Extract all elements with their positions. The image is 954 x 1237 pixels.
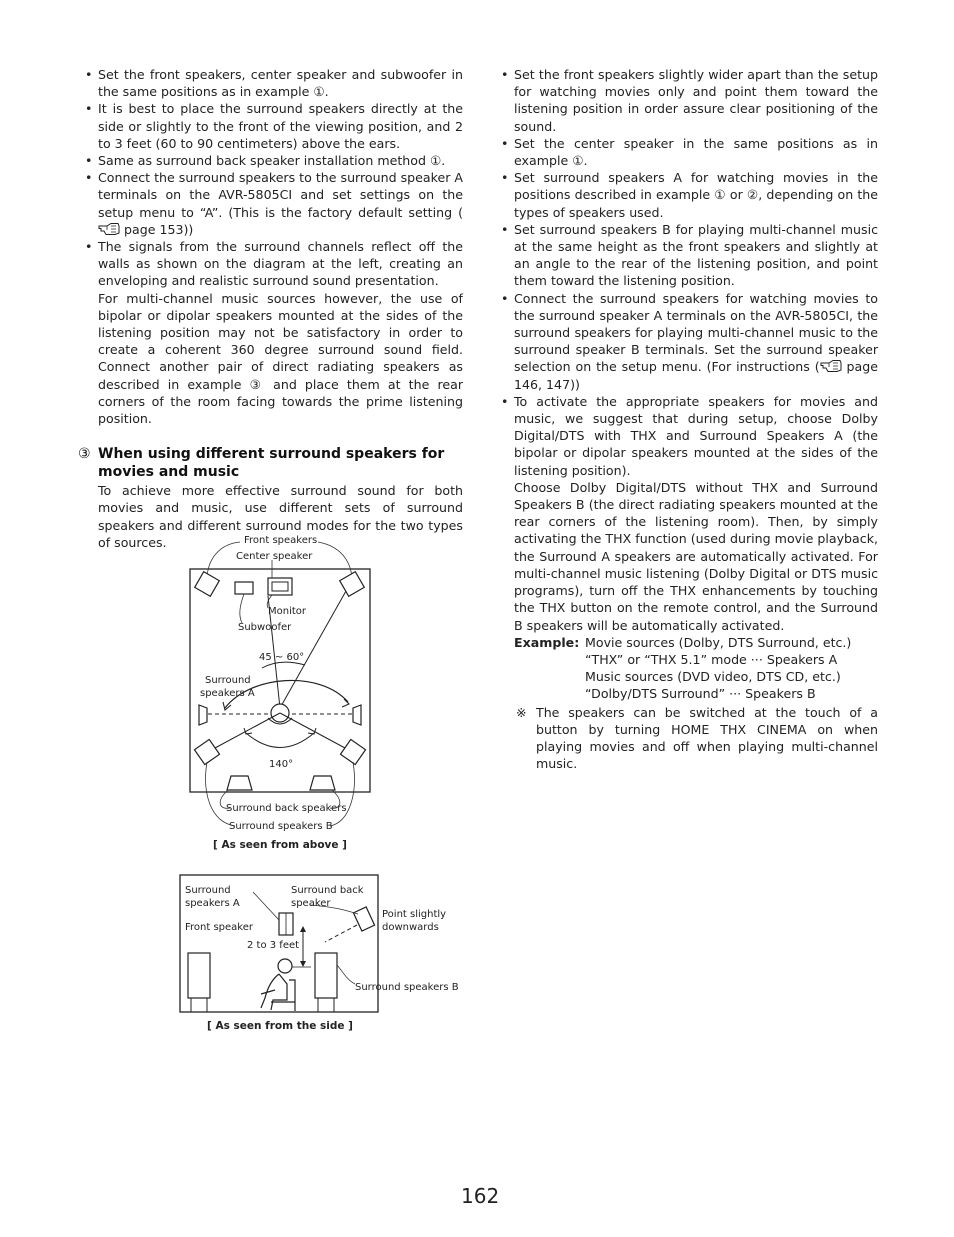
hand-pointing-reference-icon (98, 222, 120, 236)
label-monitor: Monitor (268, 606, 307, 617)
left-bullet-5-continuation: For multi-channel music sources however, the use of bipolar or dipolar speakers mounted at the sides of the listening position may not be satisfactory in order to create a coherent 360 degree surround sound field. Connect another pair of direct radiating speakers as described in example ③ and place them at the rear corners of the room facing towards the prime listening position. (98, 290, 463, 427)
surround-a-right-speaker (353, 705, 361, 725)
label-center-speaker: Center speaker (236, 551, 313, 562)
example-block (498, 634, 878, 703)
right-bullet-1: • Set the front speakers slightly wider apart than the setup for watching movies only and point them toward the listening position in order assure clear positioning of the sound. (498, 66, 878, 135)
front-right-speaker (340, 572, 365, 597)
surround-back-right-speaker (310, 776, 335, 790)
example-lines (585, 634, 851, 703)
left-bullet-list (82, 66, 463, 427)
right-bullet-4: • Set surround speakers B for playing multi-channel music at the same height as the front speakers and slightly at an angle to the rear of the listening position, and point them toward the listening position. (498, 221, 878, 290)
left-bullet-2: • It is best to place the surround speakers directly at the side or slightly to the front of the viewing position, and 2 to 3 feet (60 to 90 centimeters) above the ears. (82, 100, 463, 152)
example-line-2: “THX” or “THX 5.1” mode ··· Speakers A (585, 651, 838, 667)
label-surround-back: Surround back speakers (226, 803, 347, 814)
surround-b-left-speaker (194, 739, 219, 764)
label-angle-rear: 140° (269, 759, 294, 770)
section-title: When using different surround speakers for movies and music (98, 446, 445, 481)
left-bullet-3: • Same as surround back speaker installation method ①. (82, 152, 463, 169)
height-arrow-top (300, 926, 306, 932)
top-view-diagram (180, 530, 380, 855)
note (498, 704, 878, 773)
side-label-surround-b: Surround speakers B (355, 982, 459, 993)
front-left-speaker (195, 572, 220, 597)
left-column (78, 66, 463, 551)
example-label: Example: (514, 634, 580, 650)
section-number: ③ (78, 446, 91, 463)
side-label-surround-a-2: speakers A (185, 898, 240, 909)
section-heading (78, 445, 463, 481)
downward-aim-dashed (325, 925, 357, 942)
side-label-surround-back-1: Surround back (291, 885, 364, 896)
side-listener-body (261, 974, 287, 1010)
surround-a-left-speaker (199, 705, 207, 725)
leader-surround-b (206, 762, 355, 826)
caption-side: [ As seen from the side ] (207, 1020, 353, 1032)
leader-side-surround-b (337, 965, 355, 984)
example-line-4: “Dolby/DTS Surround” ··· Speakers B (585, 686, 816, 702)
side-surround-b-speaker (315, 953, 337, 998)
right-bullet-3: • Set surround speakers A for watching movies in the positions described in example ① or ②, depending on the types of speakers used. (498, 169, 878, 221)
caption-above: [ As seen from above ] (213, 839, 347, 851)
surround-b-right-speaker (340, 739, 365, 764)
left-bullet-1: • Set the front speakers, center speaker and subwoofer in the same positions as in example ①. (82, 66, 463, 100)
leader-side-surround-a (253, 892, 279, 920)
label-surround-b: Surround speakers B (229, 821, 333, 832)
hand-pointing-reference-icon (820, 359, 842, 373)
side-label-point-1: Point slightly (382, 909, 447, 920)
side-front-speaker (188, 953, 210, 998)
side-listener-head (278, 959, 292, 973)
rear-angle-line-left (215, 713, 280, 748)
side-label-surround-back-2: speaker (291, 898, 331, 909)
label-surround-a-2: speakers A (200, 688, 255, 699)
right-bullet-2: • Set the center speaker in the same positions as in example ①. (498, 135, 878, 169)
label-subwoofer: Subwoofer (238, 622, 292, 633)
note-text: The speakers can be switched at the touch of a button by turning HOME THX CINEMA on when playing movies and off when playing multi-channel music. (536, 704, 878, 772)
front-angle-arc (262, 662, 305, 668)
right-bullet-6-continuation: Choose Dolby Digital/DTS without THX and Surround Speakers B (the direct radiating speakers mounted at the rear corners of the listening room). Then, by simply activating the THX function (used during movie playback, the Surround A speakers are automatically activated. For multi-channel music listening (Dolby Digital or DTS music programs), turn off the THX enhancements by touching the THX button on the remote control, and the Surround B speakers will be automatically activated. (514, 479, 878, 633)
side-view-diagram (175, 872, 465, 1037)
arrow-head-right (342, 699, 349, 707)
side-label-surround-a-1: Surround (185, 885, 231, 896)
subwoofer (235, 582, 253, 594)
note-mark: ※ (516, 704, 527, 720)
rear-angle-arc (246, 733, 314, 748)
leader-subwoofer (240, 594, 244, 623)
side-surround-back-speaker (353, 907, 374, 931)
right-column (498, 66, 878, 772)
right-bullet-5: • Connect the surround speakers for watching movies to the surround speaker A terminals on the AVR-5805CI, the surround speakers for playing multi-channel music to the surround speaker B terminals. Set the surround speaker selection on the setup menu. (For instructions ( page 146, 147)) (498, 290, 878, 393)
example-line-1: Movie sources (Dolby, DTS Surround, etc.) (585, 634, 852, 650)
height-arrow-bottom (300, 961, 306, 967)
side-label-height: 2 to 3 feet (247, 940, 300, 951)
center-speaker (272, 582, 288, 591)
label-front-speakers: Front speakers (244, 535, 318, 546)
side-surround-b-base (318, 998, 334, 1012)
page-number: 162 (461, 1184, 500, 1208)
label-surround-a-1: Surround (205, 675, 251, 686)
left-bullet-4: • Connect the surround speakers to the surround speaker A terminals on the AVR-5805CI and set settings on the setup menu to “A”. (This is the factory default setting ( page 153)) (82, 169, 463, 238)
left-bullet-5: • The signals from the surround channels reflect off the walls as shown on the diagram at the left, creating an enveloping and realistic surround sound presentation. For multi-channel music sources however, the use of bipolar or dipolar speakers mounted at the sides of the listening position may not be satisfactory in order to create a coherent 360 degree surround sound field. Connect another pair of direct radiating speakers as described in example ③ and place them at the rear corners of the room facing towards the prime listening position. (82, 238, 463, 427)
side-label-point-2: downwards (382, 922, 439, 933)
side-chair (271, 980, 295, 1011)
side-label-front-speaker: Front speaker (185, 922, 254, 933)
side-front-speaker-base (191, 998, 207, 1012)
leader-front-right (318, 542, 352, 577)
rear-angle-line-right (280, 713, 345, 748)
section-body: To achieve more effective surround sound for both movies and music, use different sets of surround speakers and different surround modes for the two types of sources. (98, 483, 463, 550)
surround-back-left-speaker (227, 776, 252, 790)
right-bullet-list (498, 66, 878, 634)
right-bullet-6: • To activate the appropriate speakers for movies and music, we suggest that during setup, choose Dolby Digital/DTS with THX and Surround Speakers A (the bipolar or dipolar speakers mounted at the sides of the listening position). Choose Dolby Digital/DTS without THX and Surround Speakers B (the direct radiating speakers mounted at the rear corners of the listening room). Then, by simply activating the THX function (used during movie playback, the Surround A speakers are automatically activated. For multi-channel music listening (Dolby Digital or DTS music programs), turn off the THX enhancements by touching the THX button on the remote control, and the Surround B speakers will be automatically activated. (498, 393, 878, 634)
label-angle-front: 45 ~ 60° (259, 652, 305, 663)
example-line-3: Music sources (DVD video, DTS CD, etc.) (585, 669, 841, 685)
